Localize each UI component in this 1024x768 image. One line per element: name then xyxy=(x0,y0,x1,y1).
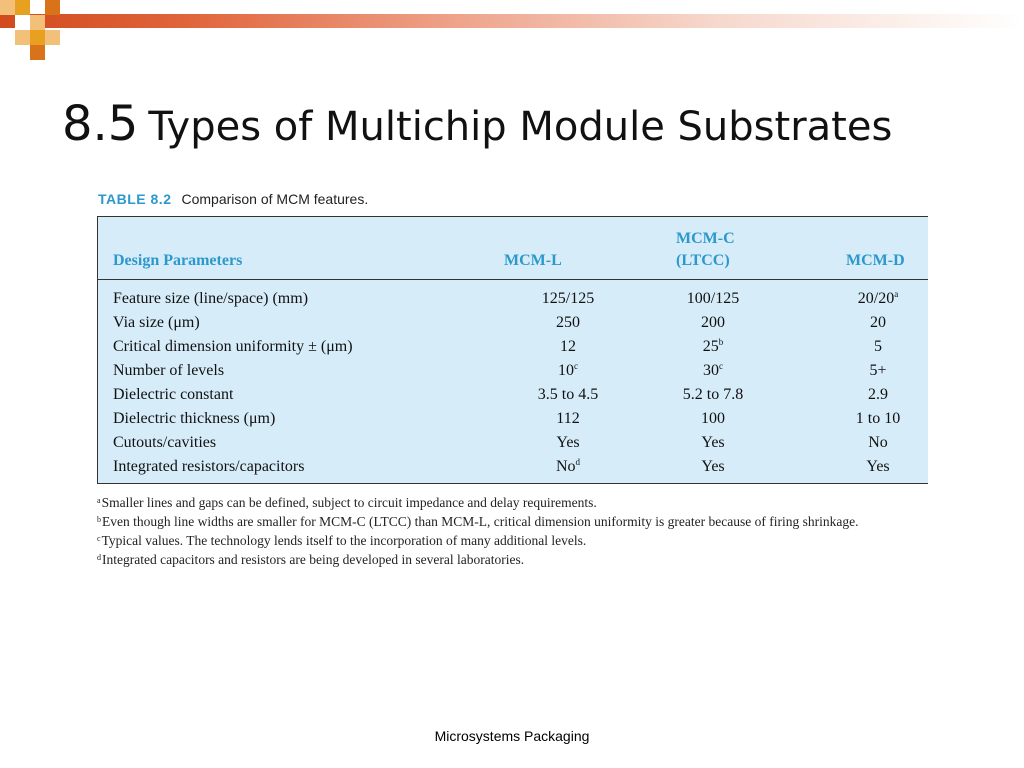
footnote-ref: d xyxy=(575,457,581,467)
decor-square xyxy=(45,0,60,15)
footnote-ref: c xyxy=(574,361,578,371)
footnote-text: Integrated capacitors and resistors are being developed in several laboratories. xyxy=(102,552,525,567)
footnote-text: Typical values. The technology lends itself to the incorporation of many additional levels. xyxy=(101,533,587,548)
footnote-mark: d xyxy=(97,553,101,562)
table-caption-text: Comparison of MCM features. xyxy=(181,191,369,207)
row-label: Number of levels xyxy=(113,362,225,379)
footnote-text: Smaller lines and gaps can be defined, subject to circuit impedance and delay requirements. xyxy=(101,495,597,510)
footnote xyxy=(97,530,927,549)
cell-value: 10 xyxy=(558,362,574,379)
cell-mcm-d: 20 xyxy=(870,314,886,331)
decor-square xyxy=(30,45,45,60)
comparison-table xyxy=(97,216,928,484)
header-gradient-band xyxy=(0,14,1024,28)
slide-title xyxy=(62,96,893,152)
footnote-mark: c xyxy=(97,534,101,543)
cell-mcm-c: 100/125 xyxy=(686,290,740,307)
row-label: Feature size (line/space) (mm) xyxy=(113,290,309,307)
cell-mcm-c: Yes xyxy=(701,434,725,451)
cell-mcm-c: 5.2 to 7.8 xyxy=(682,386,744,403)
footnote xyxy=(97,511,927,530)
decor-square xyxy=(30,30,45,45)
cell-mcm-c: 100 xyxy=(701,410,725,427)
cell-mcm-c xyxy=(658,338,768,356)
footnote-mark: b xyxy=(97,515,101,524)
cell-mcm-d: Yes xyxy=(866,458,890,475)
cell-mcm-d: 1 to 10 xyxy=(855,410,901,427)
title-text: Types of Multichip Module Substrates xyxy=(148,104,893,150)
cell-mcm-l: 250 xyxy=(556,314,580,331)
footnote xyxy=(97,549,927,568)
decor-square xyxy=(45,30,60,45)
row-label: Critical dimension uniformity ± (μm) xyxy=(113,338,353,355)
cell-mcm-d: 2.9 xyxy=(868,386,888,403)
footnote-ref: c xyxy=(719,361,723,371)
header-divider xyxy=(98,279,928,280)
column-header-mcm-c: MCM-C xyxy=(676,230,735,247)
footnote xyxy=(97,492,927,511)
column-header-ltcc: (LTCC) xyxy=(676,252,730,269)
footnote-mark: a xyxy=(97,496,101,505)
table-caption-label: TABLE 8.2 xyxy=(98,191,172,207)
decor-square xyxy=(0,0,15,15)
cell-mcm-d xyxy=(833,290,923,308)
decor-square xyxy=(30,15,45,30)
cell-value: 25 xyxy=(702,338,719,355)
cell-mcm-d: 5 xyxy=(874,338,882,355)
cell-mcm-c: 200 xyxy=(701,314,725,331)
slide-footer: Microsystems Packaging xyxy=(434,728,590,744)
cell-mcm-d: No xyxy=(868,434,888,451)
row-label: Dielectric constant xyxy=(113,386,234,403)
cell-mcm-l: 112 xyxy=(556,410,580,427)
cell-mcm-l: Yes xyxy=(556,434,580,451)
title-number: 8.5 xyxy=(62,96,139,152)
decor-square xyxy=(15,30,30,45)
decor-square xyxy=(15,0,30,15)
column-header-mcm-d: MCM-D xyxy=(846,252,905,269)
cell-mcm-l xyxy=(518,458,618,476)
cell-mcm-l: 125/125 xyxy=(541,290,595,307)
row-label: Cutouts/cavities xyxy=(113,434,217,451)
footnote-text: Even though line widths are smaller for MCM-C (LTCC) than MCM-L, critical dimension uniformity is greater because of firing shrinkage. xyxy=(102,514,859,529)
cell-mcm-l: 12 xyxy=(560,338,576,355)
table-footnotes xyxy=(97,492,927,568)
cell-mcm-c: Yes xyxy=(701,458,725,475)
cell-value: 30 xyxy=(703,362,719,379)
row-label: Via size (μm) xyxy=(113,314,200,331)
cell-mcm-d: 5+ xyxy=(869,362,887,379)
row-label: Integrated resistors/capacitors xyxy=(113,458,305,475)
cell-mcm-l: 3.5 to 4.5 xyxy=(537,386,599,403)
decor-square xyxy=(15,15,30,30)
table-caption xyxy=(98,191,368,207)
cell-value: 20/20 xyxy=(857,290,895,307)
column-header-mcm-l: MCM-L xyxy=(504,252,562,269)
column-header-design-parameters: Design Parameters xyxy=(113,252,243,269)
cell-mcm-c xyxy=(658,362,768,380)
cell-mcm-l xyxy=(518,362,618,380)
footnote-ref: b xyxy=(718,337,724,347)
footnote-ref: a xyxy=(894,289,899,299)
cell-value: No xyxy=(555,458,576,475)
row-label: Dielectric thickness (μm) xyxy=(113,410,276,427)
